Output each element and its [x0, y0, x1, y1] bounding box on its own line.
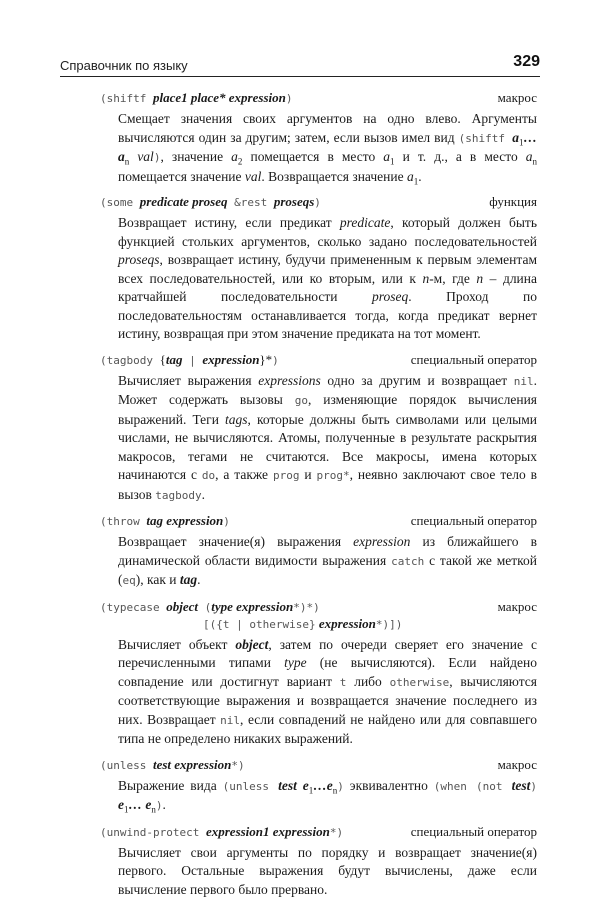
entry-typecase — [100, 599, 537, 749]
signature-text: (typecase object (type expression*)*) — [100, 598, 320, 614]
reference-entries — [100, 90, 537, 907]
entry-description: Вычисляет объект object, затем по очереди сверяет его значение с перечисленными типами type (не вычисляются). Если найдено совпадение или достигнут вариант t либо otherwise, вычисляются соответствующие выражения и возвращается значение последнего из них. Возвращает nil, если совпадений не найдено или для совпавшего типа не определено никаких выражений. — [118, 636, 537, 746]
entry-some — [100, 194, 537, 344]
entry-signature — [100, 599, 537, 616]
entry-description: Вычисляет свои аргументы по порядку и возвращает значение(я) первого. Остальные выражения будут вычислены, даже если вычисление первого было прервано. — [118, 844, 537, 897]
signature-text: (unwind-protect expression1 expression*) — [100, 823, 344, 839]
entry-signature — [100, 194, 537, 211]
entry-signature — [100, 352, 537, 369]
running-header — [60, 52, 540, 77]
signature-text: (throw tag expression) — [100, 513, 230, 528]
signature-text: (shiftf place1 place* expression) — [100, 90, 293, 105]
entry-kind: специальный оператор — [410, 513, 537, 528]
entry-shiftf — [100, 90, 537, 186]
entry-description: Возвращает значение(я) выражения expression из ближайшего в динамической области видимости выражения catch с такой же меткой (eq), как и tag. — [118, 534, 537, 587]
entry-signature — [100, 90, 537, 107]
entry-description: Смещает значения своих аргументов на одно влево. Аргументы вычисляются один за другим; затем, если вызов имел вид (shiftf $a_1\dots a_n$ val), значение $a_2$ помещается в место $a_1$ и т. д., а в место $a_n$ помещается значение val. Возвращается значение $a_1$. — [118, 111, 538, 187]
entry-kind: специальный оператор — [410, 823, 537, 839]
entry-tagbody — [100, 352, 537, 506]
signature-text: (tagbody {tag | expression}*) — [100, 351, 279, 367]
entry-kind: функция — [489, 194, 537, 209]
entry-signature — [100, 757, 537, 774]
entry-kind: макрос — [497, 756, 537, 772]
page-number: 329 — [513, 53, 540, 70]
entry-kind: специальный оператор — [410, 351, 537, 367]
entry-throw — [100, 513, 537, 591]
running-title: Справочник по языку — [60, 58, 188, 73]
entry-description: Выражение вида (unless test $e_1\dots e_n$) эквивалентно (when (not test) $e_1\dots$ $e_n$). — [118, 777, 537, 815]
signature-text: (some predicate proseq &rest proseqs) — [100, 194, 321, 209]
signature-continuation: [({t | otherwise} expression*)]) — [203, 615, 403, 631]
entry-unwind-protect — [100, 824, 537, 900]
entry-unless — [100, 757, 537, 816]
entry-signature — [100, 824, 537, 841]
entry-description: Вычисляет выражения expressions одно за другим и возвращает nil. Может содержать вызовы go, изменяющие порядок вычисления выражений. Теги tags, которые должны быть символами или целыми числами, не вычисляются. Атомы, полученные в результате раскрытия макросов, тегами не считаются. Все макросы, имена которых начинаются с do, а также prog и prog*, неявно заключают свое тело в вызов tagbody. — [118, 372, 538, 502]
signature-text: (unless test expression*) — [100, 756, 245, 772]
entry-description: Возвращает истину, если предикат predicate, который должен быть функцией стольких аргументов, сколько задано последовательностей proseqs, возвращает истину, будучи примененным к первым элементам всех последовательностей, или ко вторым, или к n-м, где n – длина кратчайшей последовательности proseq. Проход по последовательностям останавливается тогда, когда предикат вернет истину, возвращая при этом значение предиката на тот момент. — [118, 215, 537, 341]
entry-signature — [100, 513, 537, 530]
entry-kind: макрос — [497, 90, 537, 105]
entry-kind: макрос — [497, 598, 537, 614]
